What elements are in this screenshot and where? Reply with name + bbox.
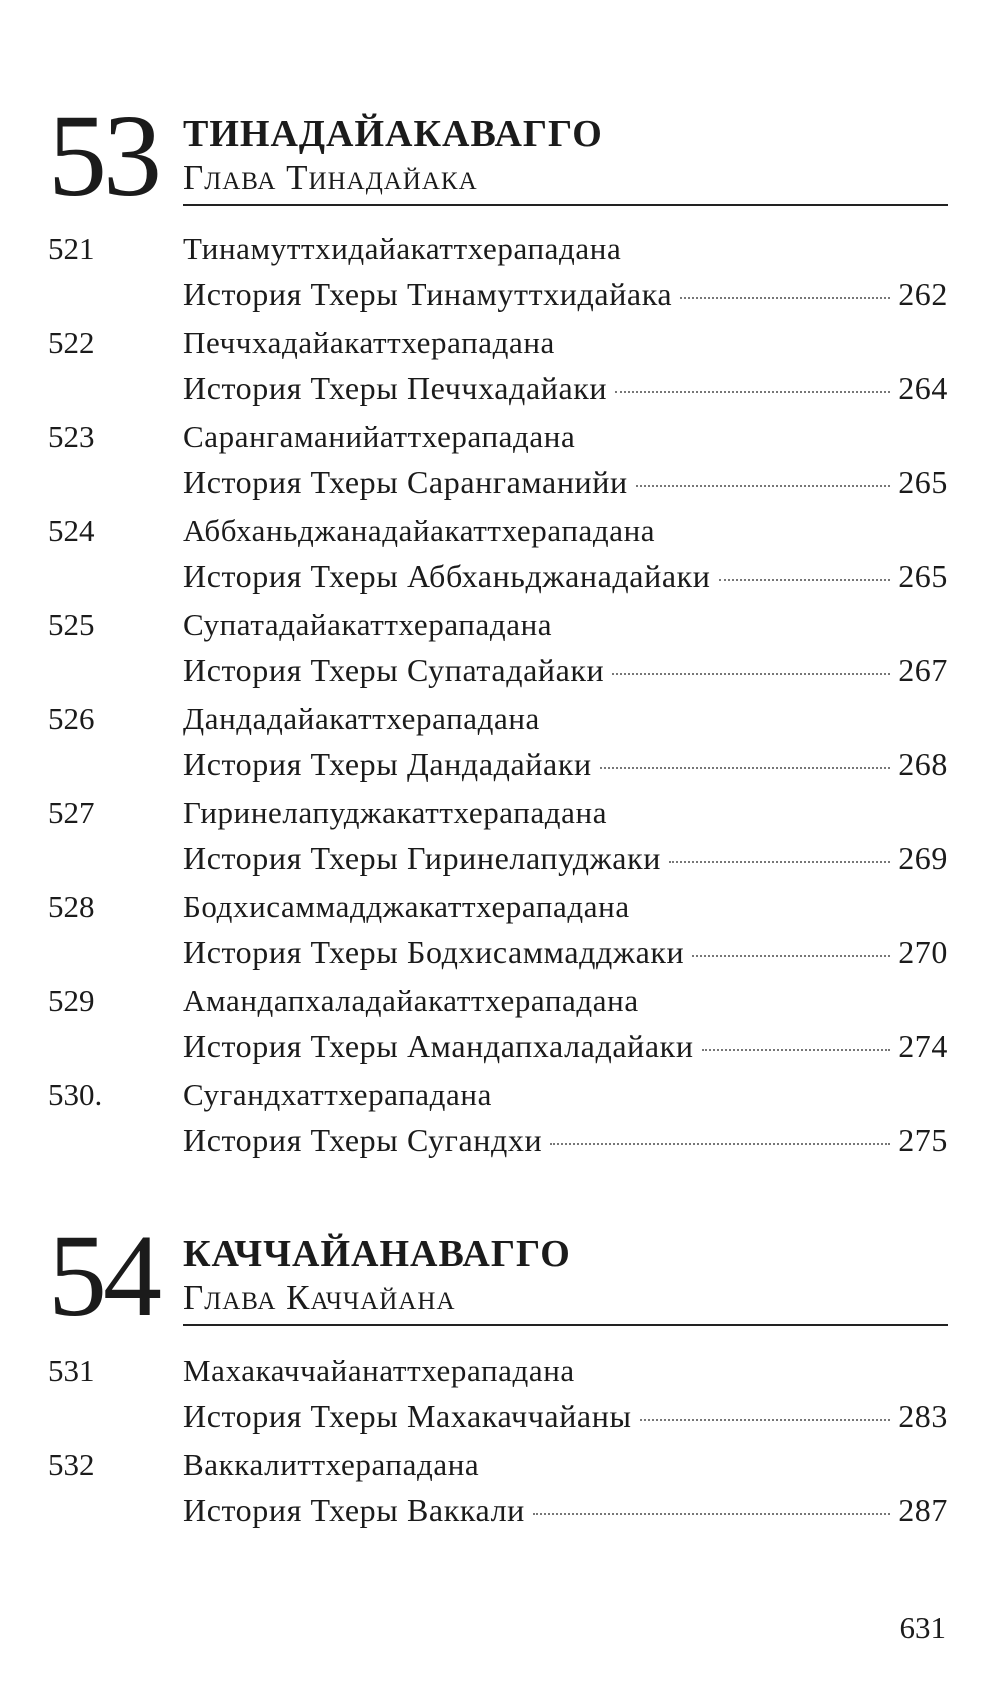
entry-pali-title: Махакаччайанаттхерападана [183, 1353, 575, 1388]
entry-number: 525 [48, 607, 95, 642]
entry-number: 521 [48, 231, 95, 266]
toc-entry[interactable] [48, 978, 948, 1072]
entry-line [183, 928, 948, 976]
entry-pali-title: Дандадайакаттхерападана [183, 701, 540, 736]
toc-entry[interactable] [48, 790, 948, 884]
entry-title: История Тхеры Махакаччайаны [183, 1398, 632, 1434]
toc-entry[interactable] [48, 414, 948, 508]
entry-title: История Тхеры Сугандхи [183, 1122, 543, 1158]
dot-leader [640, 1419, 891, 1421]
chapter-53 [48, 90, 948, 1158]
entry-title: История Тхеры Сарангаманийи [183, 464, 628, 500]
toc-entry[interactable] [48, 1072, 948, 1166]
entry-title: История Тхеры Бодхисаммадджаки [183, 934, 685, 970]
entry-line [183, 646, 948, 694]
entry-number: 529 [48, 983, 95, 1018]
entry-page-number: 268 [898, 746, 948, 782]
dot-leader [600, 767, 890, 769]
entry-page-number: 274 [898, 1028, 948, 1064]
chapter-rule [183, 204, 948, 206]
dot-leader [636, 485, 890, 487]
entry-line [183, 458, 948, 506]
chapter-heading [48, 90, 948, 221]
entry-pali-title: Супатадайакаттхерападана [183, 607, 553, 642]
chapter-54 [48, 1210, 948, 1528]
entry-line [183, 270, 948, 318]
entry-title: История Тхеры Дандадайаки [183, 746, 592, 782]
chapter-number: 54 [48, 1210, 158, 1341]
dot-leader [719, 579, 891, 581]
entry-number: 528 [48, 889, 95, 924]
chapter-number: 53 [48, 90, 158, 221]
entry-number: 522 [48, 325, 95, 360]
entry-page-number: 269 [898, 840, 948, 876]
entry-line [183, 1116, 948, 1164]
entry-pali-title: Бодхисаммадджакаттхерападана [183, 889, 630, 924]
entry-page-number: 262 [898, 276, 948, 312]
entry-page-number: 287 [898, 1492, 948, 1528]
entry-pali-title: Аббханьджанадайакаттхерападана [183, 513, 656, 548]
dot-leader [533, 1513, 890, 1515]
toc-entry[interactable] [48, 226, 948, 320]
toc-entries [48, 1348, 948, 1536]
toc-entry[interactable] [48, 1442, 948, 1536]
entry-page-number: 265 [898, 464, 948, 500]
toc-entry[interactable] [48, 1348, 948, 1442]
dot-leader [612, 673, 890, 675]
chapter-title: ТИНАДАЙАКАВАГГО [183, 113, 603, 155]
entry-pali-title: Печчхадайакаттхерападана [183, 325, 555, 360]
entry-pali-title: Гиринелапуджакаттхерападана [183, 795, 608, 830]
chapter-subtitle: Глава Каччайана [183, 1278, 456, 1317]
entry-page-number: 265 [898, 558, 948, 594]
chapter-heading [48, 1210, 948, 1341]
toc-entry[interactable] [48, 602, 948, 696]
entry-number: 527 [48, 795, 95, 830]
entry-title: История Тхеры Печчхадайаки [183, 370, 608, 406]
entry-line [183, 1392, 948, 1440]
entry-title: История Тхеры Ваккали [183, 1492, 525, 1528]
entry-line [183, 740, 948, 788]
dot-leader [702, 1049, 891, 1051]
entry-line [183, 1486, 948, 1534]
entry-title: История Тхеры Тинамуттхидайака [183, 276, 673, 312]
dot-leader [550, 1143, 890, 1145]
entry-title: История Тхеры Супатадайаки [183, 652, 605, 688]
entry-line [183, 364, 948, 412]
toc-entries [48, 226, 948, 1166]
toc-entry[interactable] [48, 320, 948, 414]
entry-title: История Тхеры Аббханьджанадайаки [183, 558, 711, 594]
chapter-subtitle: Глава Тинадайака [183, 158, 478, 197]
toc-entry[interactable] [48, 508, 948, 602]
entry-page-number: 267 [898, 652, 948, 688]
chapter-title: КАЧЧАЙАНАВАГГО [183, 1233, 571, 1275]
entry-number: 523 [48, 419, 95, 454]
dot-leader [692, 955, 890, 957]
page-number: 631 [899, 1610, 946, 1645]
entry-number: 530. [48, 1077, 103, 1112]
entry-number: 526 [48, 701, 95, 736]
toc-entry[interactable] [48, 884, 948, 978]
entry-title: История Тхеры Амандапхаладайаки [183, 1028, 694, 1064]
entry-page-number: 283 [898, 1398, 948, 1434]
toc-entry[interactable] [48, 696, 948, 790]
chapter-rule [183, 1324, 948, 1326]
entry-pali-title: Тинамуттхидайакаттхерападана [183, 231, 622, 266]
entry-line [183, 1022, 948, 1070]
entry-pali-title: Сарангаманийаттхерападана [183, 419, 576, 454]
entry-pali-title: Сугандхаттхерападана [183, 1077, 492, 1112]
entry-pali-title: Ваккалиттхерападана [183, 1447, 480, 1482]
entry-number: 531 [48, 1353, 95, 1388]
entry-line [183, 552, 948, 600]
entry-line [183, 834, 948, 882]
entry-page-number: 264 [898, 370, 948, 406]
entry-number: 532 [48, 1447, 95, 1482]
entry-page-number: 275 [898, 1122, 948, 1158]
entry-pali-title: Амандапхаладайакаттхерападана [183, 983, 639, 1018]
entry-title: История Тхеры Гиринелапуджаки [183, 840, 661, 876]
dot-leader [615, 391, 890, 393]
entry-number: 524 [48, 513, 95, 548]
dot-leader [669, 861, 890, 863]
dot-leader [680, 297, 890, 299]
entry-page-number: 270 [898, 934, 948, 970]
